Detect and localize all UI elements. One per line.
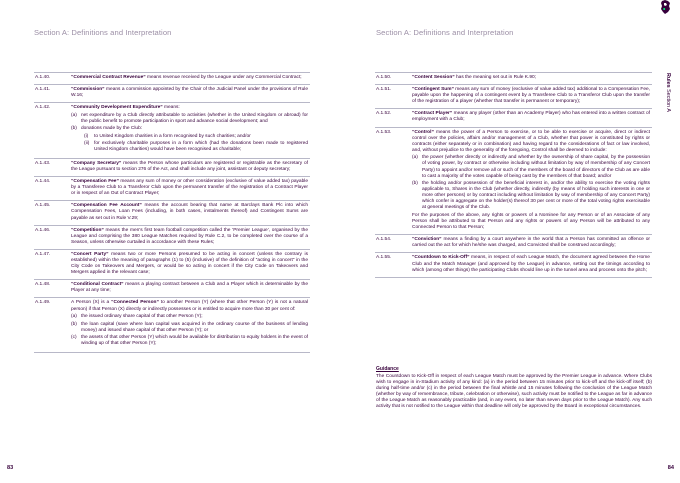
guidance-title: Guidance bbox=[376, 366, 399, 372]
sub-clause-label: (b) bbox=[71, 126, 77, 132]
sub-sub-clause-text: to United Kingdom charities in a form recognised by such charities; and/or bbox=[94, 133, 251, 139]
sub-clause-body: the loan capital (save where loan capital was acquired in the ordinary course of the business of lending money) and issued share capital of that other Person (Y); or bbox=[81, 321, 308, 333]
sub-clause bbox=[412, 181, 650, 211]
definition-text: means the Person whose particulars are registered or registrable as the secretary of the League pursuant to section 276 of the Act, and shall include any joint, assistant or deputy secretary; bbox=[71, 160, 308, 172]
sub-clause-text bbox=[81, 113, 308, 125]
guidance-text: The Countdown to Kick-Off in respect of each League Match must be approved by the Premier League in advance. Where Clubs wish to engage in in-Stadium activity of any kind: (a) in the period between 15 minutes prior to kick-off and the kick-off itself; (b) during half-time and/or (c) in the period between the final whistle and 15 minutes following the conclusion of the League Match (whether by way of remembrance, tribute, celebration or otherwise), such activity must be notified to the League as far in advance of the League Match as reasonably practicable (and, in any event, no later than seven days prior to the League Match). Any such activity that is not notified to the League within that deadline will only be approved by the Board in exceptional circumstances. bbox=[376, 374, 652, 410]
rule-text bbox=[71, 75, 310, 81]
rule-text bbox=[71, 203, 310, 221]
sub-sub-clause bbox=[81, 141, 308, 153]
defined-term: “Commercial Contract Revenue” bbox=[71, 75, 146, 80]
definition-text: means any player (other than an Academy Player) who has entered into a written contract of employment with a Club; bbox=[412, 111, 650, 123]
sub-clause-body: the power (whether directly or indirectly and whether by the ownership of share capital, by the possession of voting power, by contract or otherwise including without limitation by way of membership of any Concert Party) to appoint and/or remove all or such of the members of the board of directors of the Club as are able to cast a majority of the votes capable of being cast by the members of that board; and/or bbox=[422, 155, 650, 179]
rule-number: A.1.47. bbox=[35, 251, 51, 257]
sub-clause-text bbox=[422, 181, 650, 211]
page-number: 83 bbox=[7, 465, 14, 471]
rule-text bbox=[412, 255, 652, 273]
defined-term: “Contract Player” bbox=[412, 111, 453, 117]
premier-league-lion-icon bbox=[660, 0, 671, 14]
definition-text: means, in respect of each League Match, the document agreed between the Home Club and the Match Manager (and approved by the League) in advance, setting out the timings according to which (among other things) the participating Clubs should line up in the tunnel area and process onto the pitch; bbox=[412, 255, 650, 273]
defined-term: “Compensation Fee” bbox=[71, 179, 119, 185]
side-label-rules: Rules bbox=[665, 73, 671, 88]
rule-text bbox=[71, 252, 310, 276]
rule-row bbox=[34, 226, 310, 250]
defined-term: “Conditional Contract” bbox=[71, 282, 124, 288]
definition-text: means a playing contract between a Club and a Player which is determinable by the Player at any time; bbox=[71, 282, 308, 294]
rule-number: A.1.41. bbox=[35, 87, 51, 93]
page-number: 84 bbox=[667, 465, 674, 471]
rule-definition bbox=[71, 75, 308, 81]
rule-row bbox=[34, 159, 310, 177]
sub-clause-body: the issued ordinary share capital of that other Person (Y); bbox=[81, 314, 203, 320]
defined-term: “Commission” bbox=[71, 87, 105, 93]
sub-clause-label: (a) bbox=[412, 155, 418, 161]
rule-definition bbox=[71, 300, 308, 312]
rule-definition bbox=[412, 255, 650, 273]
defined-term: “Connected Person” bbox=[111, 300, 159, 306]
rule-number: A.1.51. bbox=[376, 87, 392, 93]
definition-text: means the account bearing that name at Barclays Bank Plc into which Compensation Fees, Loan Fees (including, in both cases, instalments thereof) and Contingent Sums are payable as set out in Rule V.29; bbox=[71, 203, 308, 221]
definition-text: means the power of a Person to exercise, or to be able to exercise or acquire, direct or indirect control over the policies, affairs and/or management of a Club, whether that power is constituted by rights or contracts (either separately or in combination) and having regard to the considerations of fact or law involved, and, without prejudice to the generality of the foregoing, Control shall be deemed to include: bbox=[412, 129, 650, 153]
sub-clause-text bbox=[422, 155, 650, 179]
section-title: Section A: Definitions and Interpretation bbox=[376, 28, 514, 37]
rule-row bbox=[34, 280, 310, 298]
defined-term: “Concert Party” bbox=[71, 251, 109, 257]
rule-text bbox=[71, 161, 310, 173]
definition-text: has the meaning set out in Rule K.90; bbox=[454, 75, 536, 80]
rule-text bbox=[71, 282, 310, 294]
sub-sub-clause-label: (ii) bbox=[84, 141, 90, 147]
rule-row bbox=[375, 253, 652, 277]
rule-definition bbox=[71, 228, 308, 246]
defined-term: “Countdown to Kick-Off” bbox=[412, 255, 470, 261]
sub-sub-clause-text: for exclusively charitable purposes in a form which (had the donations been made to registered United Kingdom charities) would have been recognised as charitable; bbox=[94, 141, 308, 153]
rule-row bbox=[34, 103, 310, 159]
rule-row bbox=[34, 85, 310, 103]
rule-row bbox=[34, 73, 310, 85]
rule-text bbox=[71, 228, 310, 246]
sub-clause bbox=[71, 126, 308, 153]
defined-term: “Control” bbox=[412, 129, 434, 135]
rule-definition bbox=[412, 87, 650, 105]
rule-number: A.1.46. bbox=[35, 227, 51, 233]
definition-text: A Person (X) is a bbox=[71, 300, 112, 306]
defined-term: “Company Secretary” bbox=[71, 160, 122, 166]
sub-clause-label: (b) bbox=[412, 181, 418, 187]
rule-number: A.1.40. bbox=[35, 75, 51, 80]
defined-term: “Compensation Fee Account” bbox=[71, 203, 142, 209]
section-title: Section A: Definitions and Interpretation bbox=[34, 28, 172, 37]
sub-sub-clause bbox=[81, 134, 308, 140]
definition-text: means a commission appointed by the Chair of the Judicial Panel under the provisions of Rule W.16; bbox=[71, 87, 308, 99]
definition-text: means revenue received by the League under any Commercial Contract; bbox=[145, 75, 302, 80]
side-label-section: Section A bbox=[665, 87, 671, 112]
right-page bbox=[340, 0, 680, 483]
rule-definition bbox=[71, 179, 308, 197]
rule-number: A.1.42. bbox=[35, 105, 51, 111]
rule-definition bbox=[412, 237, 650, 249]
rule-definition bbox=[412, 130, 650, 154]
rule-text bbox=[412, 87, 652, 105]
rule-row bbox=[34, 250, 310, 280]
defined-term: “Contingent Sum” bbox=[412, 87, 454, 93]
guidance-box bbox=[376, 366, 652, 411]
sub-clause bbox=[71, 322, 308, 334]
sub-clause bbox=[71, 314, 308, 320]
rule-number: A.1.49. bbox=[35, 300, 51, 306]
rule-number: A.1.45. bbox=[35, 203, 51, 209]
rule-text bbox=[412, 130, 652, 232]
rule-number: A.1.50. bbox=[376, 75, 392, 80]
rule-definition bbox=[71, 87, 308, 99]
sub-clause bbox=[412, 155, 650, 179]
rule-definition bbox=[71, 161, 308, 173]
rule-number: A.1.43. bbox=[35, 160, 51, 166]
definition-text: means a finding by a court anywhere in the world that a Person has committed an offence or carried out the act for which he/she was charged, and Convicted shall be construed accordingly; bbox=[412, 237, 650, 249]
rule-row bbox=[375, 85, 652, 109]
sub-clause-label: (c) bbox=[71, 335, 77, 341]
rule-number: A.1.54. bbox=[376, 237, 392, 243]
definition-text: means any sum of money (exclusive of value added tax) additional to a Compensation Fee, payable upon the happening of a contingent event by a Transferee Club to a Transferor Club upon the transfer of the registration of a player (whether that transfer is permanent or temporary); bbox=[412, 87, 650, 105]
definition-text: to another Person (Y) (where that other Person (Y) is not a natural person) if that Person (X) directly or indirectly possesses or is entitled to acquire more than 30 per cent of: bbox=[71, 300, 308, 312]
rule-definition bbox=[71, 252, 308, 276]
rule-text bbox=[71, 87, 310, 99]
definition-text: means the men’s first team football competition called the ‘Premier League’, organised by the League and comprising the 380 League Matches required by Rule C.2, to be completed over the course of a Season, unless otherwise curtailed in accordance with these Rules; bbox=[71, 227, 308, 245]
sub-clause-body: the assets of that other Person (Y) which would be available for distribution to equity holders in the event of winding up of that other Person (Y); bbox=[81, 335, 308, 347]
rule-row bbox=[34, 177, 310, 201]
rule-row bbox=[375, 109, 652, 127]
sub-clause bbox=[71, 335, 308, 347]
rule-number: A.1.44. bbox=[35, 179, 51, 185]
rule-definition bbox=[412, 111, 650, 123]
rule-definition bbox=[71, 105, 308, 111]
rule-number: A.1.48. bbox=[35, 282, 51, 288]
rule-row bbox=[375, 128, 652, 236]
defined-term: “Community Development Expenditure” bbox=[71, 105, 163, 111]
rule-number: A.1.52. bbox=[376, 111, 392, 117]
rule-text bbox=[71, 105, 310, 155]
rule-definition bbox=[71, 203, 308, 221]
sub-clause-label: (a) bbox=[71, 314, 77, 320]
rule-definition bbox=[71, 282, 308, 294]
rule-row bbox=[34, 298, 310, 352]
rule-row bbox=[34, 201, 310, 225]
defined-term: “Conviction” bbox=[412, 237, 442, 243]
rule-text bbox=[412, 111, 652, 123]
side-label bbox=[665, 73, 671, 112]
rule-row bbox=[375, 73, 652, 85]
sub-sub-clause-label: (i) bbox=[84, 133, 89, 139]
definition-text: means two or more Persons presumed to be acting in concert (unless the contrary is established) within the meaning of paragraphs (1) to (5) (inclusive) of the definition of “acting in concert” in the City Code on Takeovers and Mergers, or would be so acting in concert if the City Code on Takeovers and Mergers applied in the relevant case; bbox=[71, 251, 309, 276]
rule-text bbox=[71, 300, 310, 348]
defined-term: “Competition” bbox=[71, 227, 104, 233]
rules-table bbox=[34, 72, 310, 353]
rules-table bbox=[375, 72, 652, 278]
sub-clause-label: (b) bbox=[71, 321, 77, 327]
sub-clause-body: donations made by the Club: bbox=[81, 126, 143, 132]
rule-number: A.1.53. bbox=[376, 129, 392, 135]
rule-text bbox=[412, 75, 652, 81]
rule-text bbox=[71, 179, 310, 197]
sub-clause-text bbox=[81, 335, 308, 347]
rule-note: For the purposes of the above, any rights or powers of a Nominee for any Person or of an Associate of any Person shall be attributed to that Person and any rights or powers of any Person will be attributed to any Connected Person to that Person; bbox=[412, 212, 650, 231]
sub-clause-body: the holding and/or possession of the beneficial interest in, and/or the ability to exercise the voting rights applicable to, Shares in the Club (whether directly, indirectly (by means of holding such interests in one or more other persons) or by contract including without limitation by way of membership of any Concert Party) which confer in aggregate on the holder(s) thereof 30 per cent or more of the total voting rights exercisable at general meetings of the Club. bbox=[422, 181, 650, 211]
rule-text bbox=[412, 237, 652, 249]
definition-text: means: bbox=[162, 105, 180, 111]
sub-clause-label: (a) bbox=[71, 112, 77, 118]
defined-term: “Content Session” bbox=[412, 75, 455, 80]
rule-row bbox=[375, 235, 652, 253]
rule-definition bbox=[412, 75, 650, 81]
definition-text: means any sum of money or other consideration (exclusive of value added tax) payable by a Transferee Club to a Transferor Club upon the permanent transfer of the registration of a Contract Player or in respect of an Out of Contract Player; bbox=[71, 179, 308, 197]
sub-clause-text bbox=[81, 322, 308, 334]
sub-clause-text bbox=[81, 314, 308, 320]
rule-number: A.1.55. bbox=[376, 255, 392, 261]
sub-clause-text bbox=[81, 126, 308, 153]
sub-clause bbox=[71, 113, 308, 125]
sub-clause-body: net expenditure by a Club directly attributable to activities (whether in the United Kingdom or abroad) for the public benefit to promote participation in sport and advance social development; and bbox=[81, 112, 308, 124]
